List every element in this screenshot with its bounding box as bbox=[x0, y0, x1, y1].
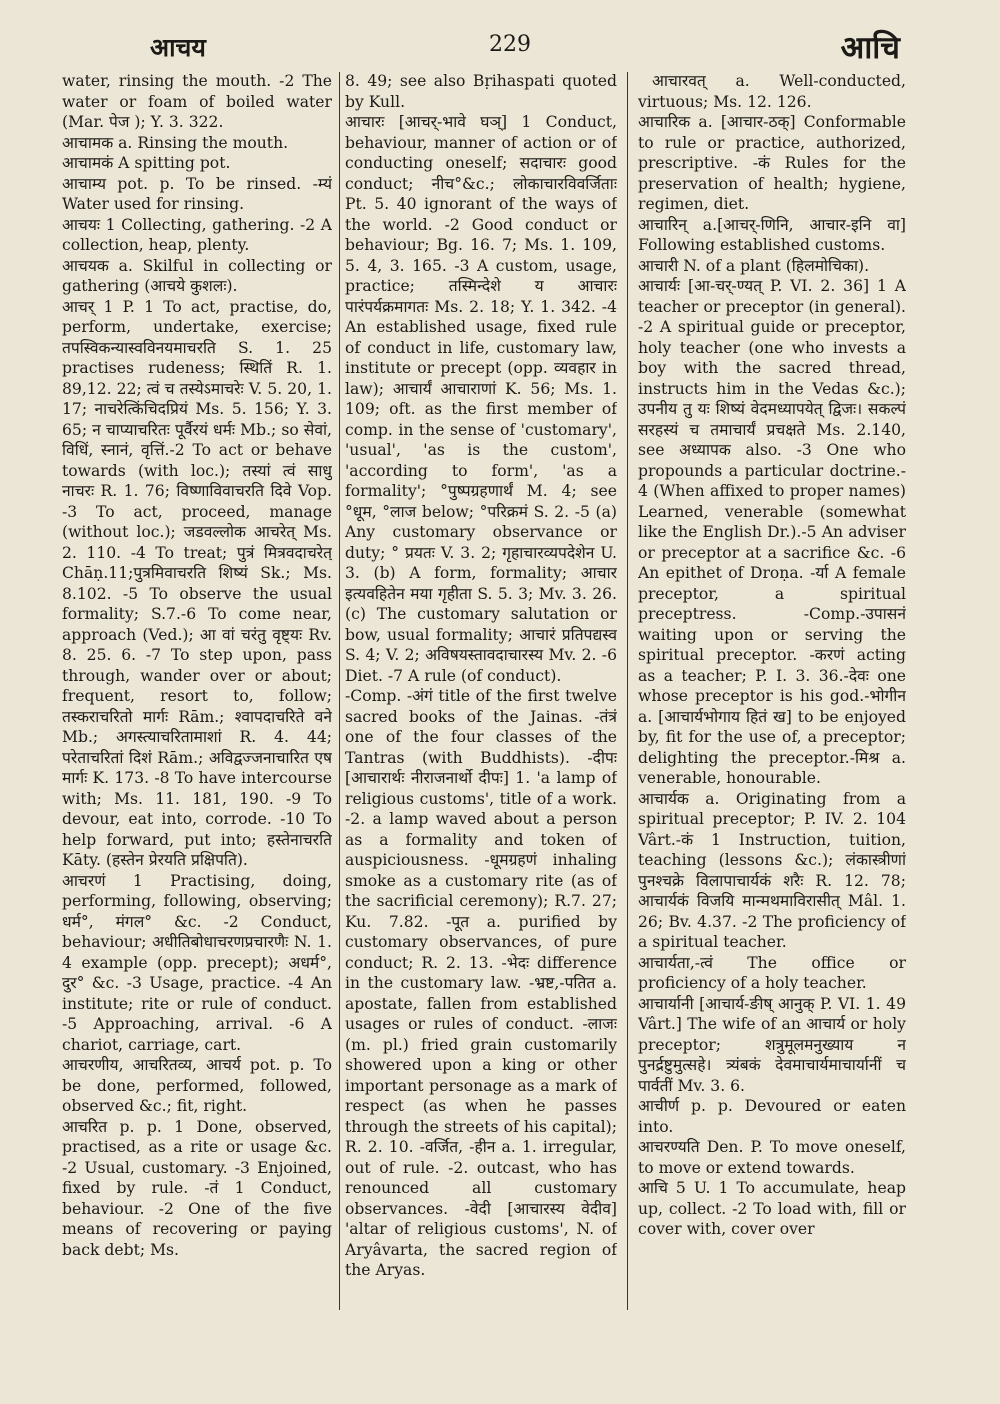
entry: आचरणं 1 Practising, doing, performing, following, observing; धर्म°, मंगल° &c. -2 Conduct, behaviour; अधीतिबोधाचरणप्रचारणैः N. 1. 4 example (opp. precept); अधर्म°, दुर° &c. -3 Usage, practice. -4 An institute; rite or rule of conduct. -5 Approaching, arrival. -6 A chariot, carriage, cart. bbox=[62, 871, 332, 1054]
right-headword: आचि bbox=[840, 30, 900, 66]
column-rule bbox=[339, 72, 340, 1310]
page-number: 229 bbox=[489, 32, 531, 57]
column-1 bbox=[62, 71, 332, 1331]
entry: आचीर्ण p. p. Devoured or eaten into. bbox=[638, 1097, 906, 1136]
entry: आचयक a. Skilful in collecting or gathering (आचये कुशलः). bbox=[62, 256, 332, 295]
entry: आचरित p. p. 1 Done, observed, practised, as a rite or usage &c. -2 Usual, customary. -3 Enjoined, fixed by rule. -तं 1 Conduct, behaviour. -2 One of the five means of recovering or paying back debt; Ms. bbox=[62, 1117, 332, 1259]
column-rule bbox=[627, 72, 628, 1310]
entry: आचारः [आचर्-भावे घञ्] 1 Conduct, behaviour, manner of action or of conducting oneself; सदाचारः good conduct; नीच°&c.; लोकाचारविवर्जिताः Pt. 5. 40 ignorant of the ways of the world. -2 Good conduct or behaviour; Bg. 16. 7; Ms. 1. 109, 5. 4, 3. 165. -3 A custom, usage, practice; तस्मिन्देशे य आचारः पारंपर्यक्रमागतः Ms. 2. 18; Y. 1. 342. -4 An established usage, fixed rule of conduct in life, customary law, institute or precept (opp. व्यवहार in law); आचार्यं आचाराणां K. 56; Ms. 1. 109; oft. as the first member of comp. in the sense of 'customary', 'usual', 'as is the custom', 'according to form', 'as a formality'; °पुष्पग्रहणार्थं M. 4; see °धूम, °लाज below; °परिक्रमं S. 2. -5 (a) Any customary observance or duty; ° प्रयतः V. 3. 2; गृहाचारव्यपदेशेन U. 3. (b) A form, formality; आचार इत्यवहितेन मया गृहीता S. 5. 3; Mv. 3. 26. (c) The customary salutation or bow, usual formality; आचारं प्रतिपद्यस्व S. 4; V. 2; अविषयस्तावदाचारस्य Mv. 2. -6 Diet. -7 A rule (of conduct). bbox=[345, 113, 617, 685]
entry: आचारवत् a. Well-conducted, virtuous; Ms. 12. 126. bbox=[638, 72, 906, 111]
entry: आचारिन् a.[आचर्-णिनि, आचार-इनि वा] Following established customs. bbox=[638, 215, 906, 254]
entry: आचि 5 U. 1 To accumulate, heap up, collect. -2 To load with, fill or cover with, cover over bbox=[638, 1179, 906, 1238]
column-2 bbox=[345, 71, 617, 1331]
entry: आचारी N. of a plant (हिलमोचिका). bbox=[638, 256, 870, 275]
entry: आचाम्य pot. p. To be rinsed. -म्यं Water used for rinsing. bbox=[62, 174, 332, 213]
entry: आचयः 1 Collecting, gathering. -2 A collection, heap, plenty. bbox=[62, 215, 332, 254]
entry: water, rinsing the mouth. -2 The water or foam of boiled water (Mar. पेज ); Y. 3. 322. bbox=[62, 72, 332, 131]
entry: आचरणीय, आचरितव्य, आचर्य pot. p. To be done, performed, followed, observed &c.; fit, right. bbox=[62, 1056, 332, 1115]
entry: आचारिक a. [आचार-ठक्] Conformable to rule or practice, authorized, prescriptive. -कं Rules for the preservation of health; hygiene, regimen, diet. bbox=[638, 113, 906, 213]
left-headword: आचय bbox=[150, 33, 206, 62]
entry: आचार्यता,-त्वं The office or proficiency of a holy teacher. bbox=[638, 953, 906, 992]
entry: -Comp. -अंगं title of the first twelve sacred books of the Jainas. -तंत्रं one of the four classes of the Tantras (with Buddhists). -दीपः [आचारार्थः नीराजनार्थो दीपः] 1. 'a lamp of religious customs', title of a work. -2. a lamp waved about a person as a formality and token of auspiciousness. -धूमग्रहणं inhaling smoke as a customary rite (as of the sacrificial ceremony); R.7. 27; Ku. 7.82. -पूत a. purified by customary observances, of pure conduct; R. 2. 13. -भेदः difference in the customary law. -भ्रष्ट,-पतित a. apostate, fallen from established usages or rules of conduct. -लाजः (m. pl.) fried grain customarily showered upon a king or other important personage as a mark of respect (as when he passes through the streets of his capital); R. 2. 10. -वर्जित, -हीन a. 1. irregular, out of rule. -2. outcast, who has renounced all customary observances. -वेदी [आचारस्य वेदीव] 'altar of religious customs', N. of Aryâvarta, the sacred region of the Aryas. bbox=[345, 687, 617, 1279]
entry: आचर् 1 P. 1 To act, practise, do, perform, undertake, exercise; तपस्विकन्यास्वविनयमाचरति S. 1. 25 practises rudeness; स्थितिं R. 1. 89,12. 22; त्वं च तस्येऽमाचरेः V. 5. 20, 1. 17; नाचरेत्किंचिदप्रियं Ms. 5. 156; Y. 3. 65; न चाप्याचरितः पूर्वैरयं धर्मः Mb.; so सेवां, विधिं, स्नानं, वृत्तिं.-2 To act or behave towards (with loc.); तस्यां त्वं साधु नाचरः R. 1. 76; विष्णाविवाचरति दिवे Vop. -3 To act, proceed, manage (without loc.); जडवल्लोक आचरेत् Ms. 2. 110. -4 To treat; पुत्रं मित्रवदाचरेत् Chāṇ.11;पुत्रमिवाचरति शिष्यं Sk.; Ms. 8.102. -5 To observe the usual formality; S.7.-6 To come near, approach (Ved.); आ वां चरंतु वृष्ट्यः Rv. 8. 25. 6. -7 To step upon, pass through, wander over or about; frequent, resort to, follow; तस्कराचरितो मार्गः Rām.; श्वापदाचरिते वने Mb.; अगस्त्याचरितामाशां R. 4. 44; परेताचरितां दिशं Rām.; अविद्वज्जनाचारित एष मार्गः K. 173. -8 To have intercourse with; Ms. 11. 181, 190. -9 To devour, eat into, corrode. -10 To help forward, put into; हस्तेनाचरति Kāty. (हस्तेन प्रेरयति प्रक्षिपति). bbox=[62, 297, 332, 869]
entry: आचामकं A spitting pot. bbox=[62, 154, 231, 172]
entry: आचार्यः [आ-चर्-ण्यत् P. VI. 2. 36] 1 A teacher or preceptor (in general). -2 A spiritual guide or preceptor, holy teacher (one who invests a boy with the sacred thread, instructs him in the Vedas &c.); उपनीय तु यः शिष्यं वेदमध्यापयेत् द्विजः। सकल्पं सरहस्यं च तमाचार्यं प्रचक्षते Ms. 2.140, see अध्यापक also. -3 One who propounds a particular doctrine.- 4 (When affixed to proper names) Learned, venerable (somewhat like the English Dr.).-5 An adviser or preceptor at a sacrifice &c. -6 An epithet of Droṇa. -र्या A female preceptor, a spiritual preceptress. -Comp.-उपासनं waiting upon or serving the spiritual preceptor. -करणं acting as a teacher; P. I. 3. 36.-देवः one whose preceptor is his god.-भोगीन a. [आचार्यभोगाय हितं ख] to be enjoyed by, fit for the use of, a preceptor; delighting the preceptor.-मिश्र a. venerable, honourable. bbox=[638, 277, 906, 787]
entry: 8. 49; see also Bṛihaspati quoted by Kull. bbox=[345, 72, 617, 111]
entry: आचरण्यति Den. P. To move oneself, to move or extend towards. bbox=[638, 1138, 906, 1177]
entry: आचार्यानी [आचार्य-ङीष् आनुक् P. VI. 1. 49 Vârt.] The wife of an आचार्य or holy preceptor; शत्रुमूलमनुख्याय न पुनर्द्रष्टुमुत्सहे। त्र्यंबकं देवमाचार्यमाचार्यानीं च पार्वतीं Mv. 3. 6. bbox=[638, 994, 906, 1095]
entry: आचार्यक a. Originating from a spiritual preceptor; P. IV. 2. 104 Vârt.-कं 1 Instruction, tuition, teaching (lessons &c.); लंकास्त्रीणां पुनश्चक्रे विलापाचार्यकं शरैः R. 12. 78; आचार्यकं विजयि मान्मथमाविरासीत् Mâl. 1. 26; Bv. 4.37. -2 The proficiency of a spiritual teacher. bbox=[638, 789, 906, 951]
entry: आचामक a. Rinsing the mouth. bbox=[62, 133, 289, 152]
column-3 bbox=[638, 71, 906, 1331]
page-header bbox=[60, 30, 920, 70]
